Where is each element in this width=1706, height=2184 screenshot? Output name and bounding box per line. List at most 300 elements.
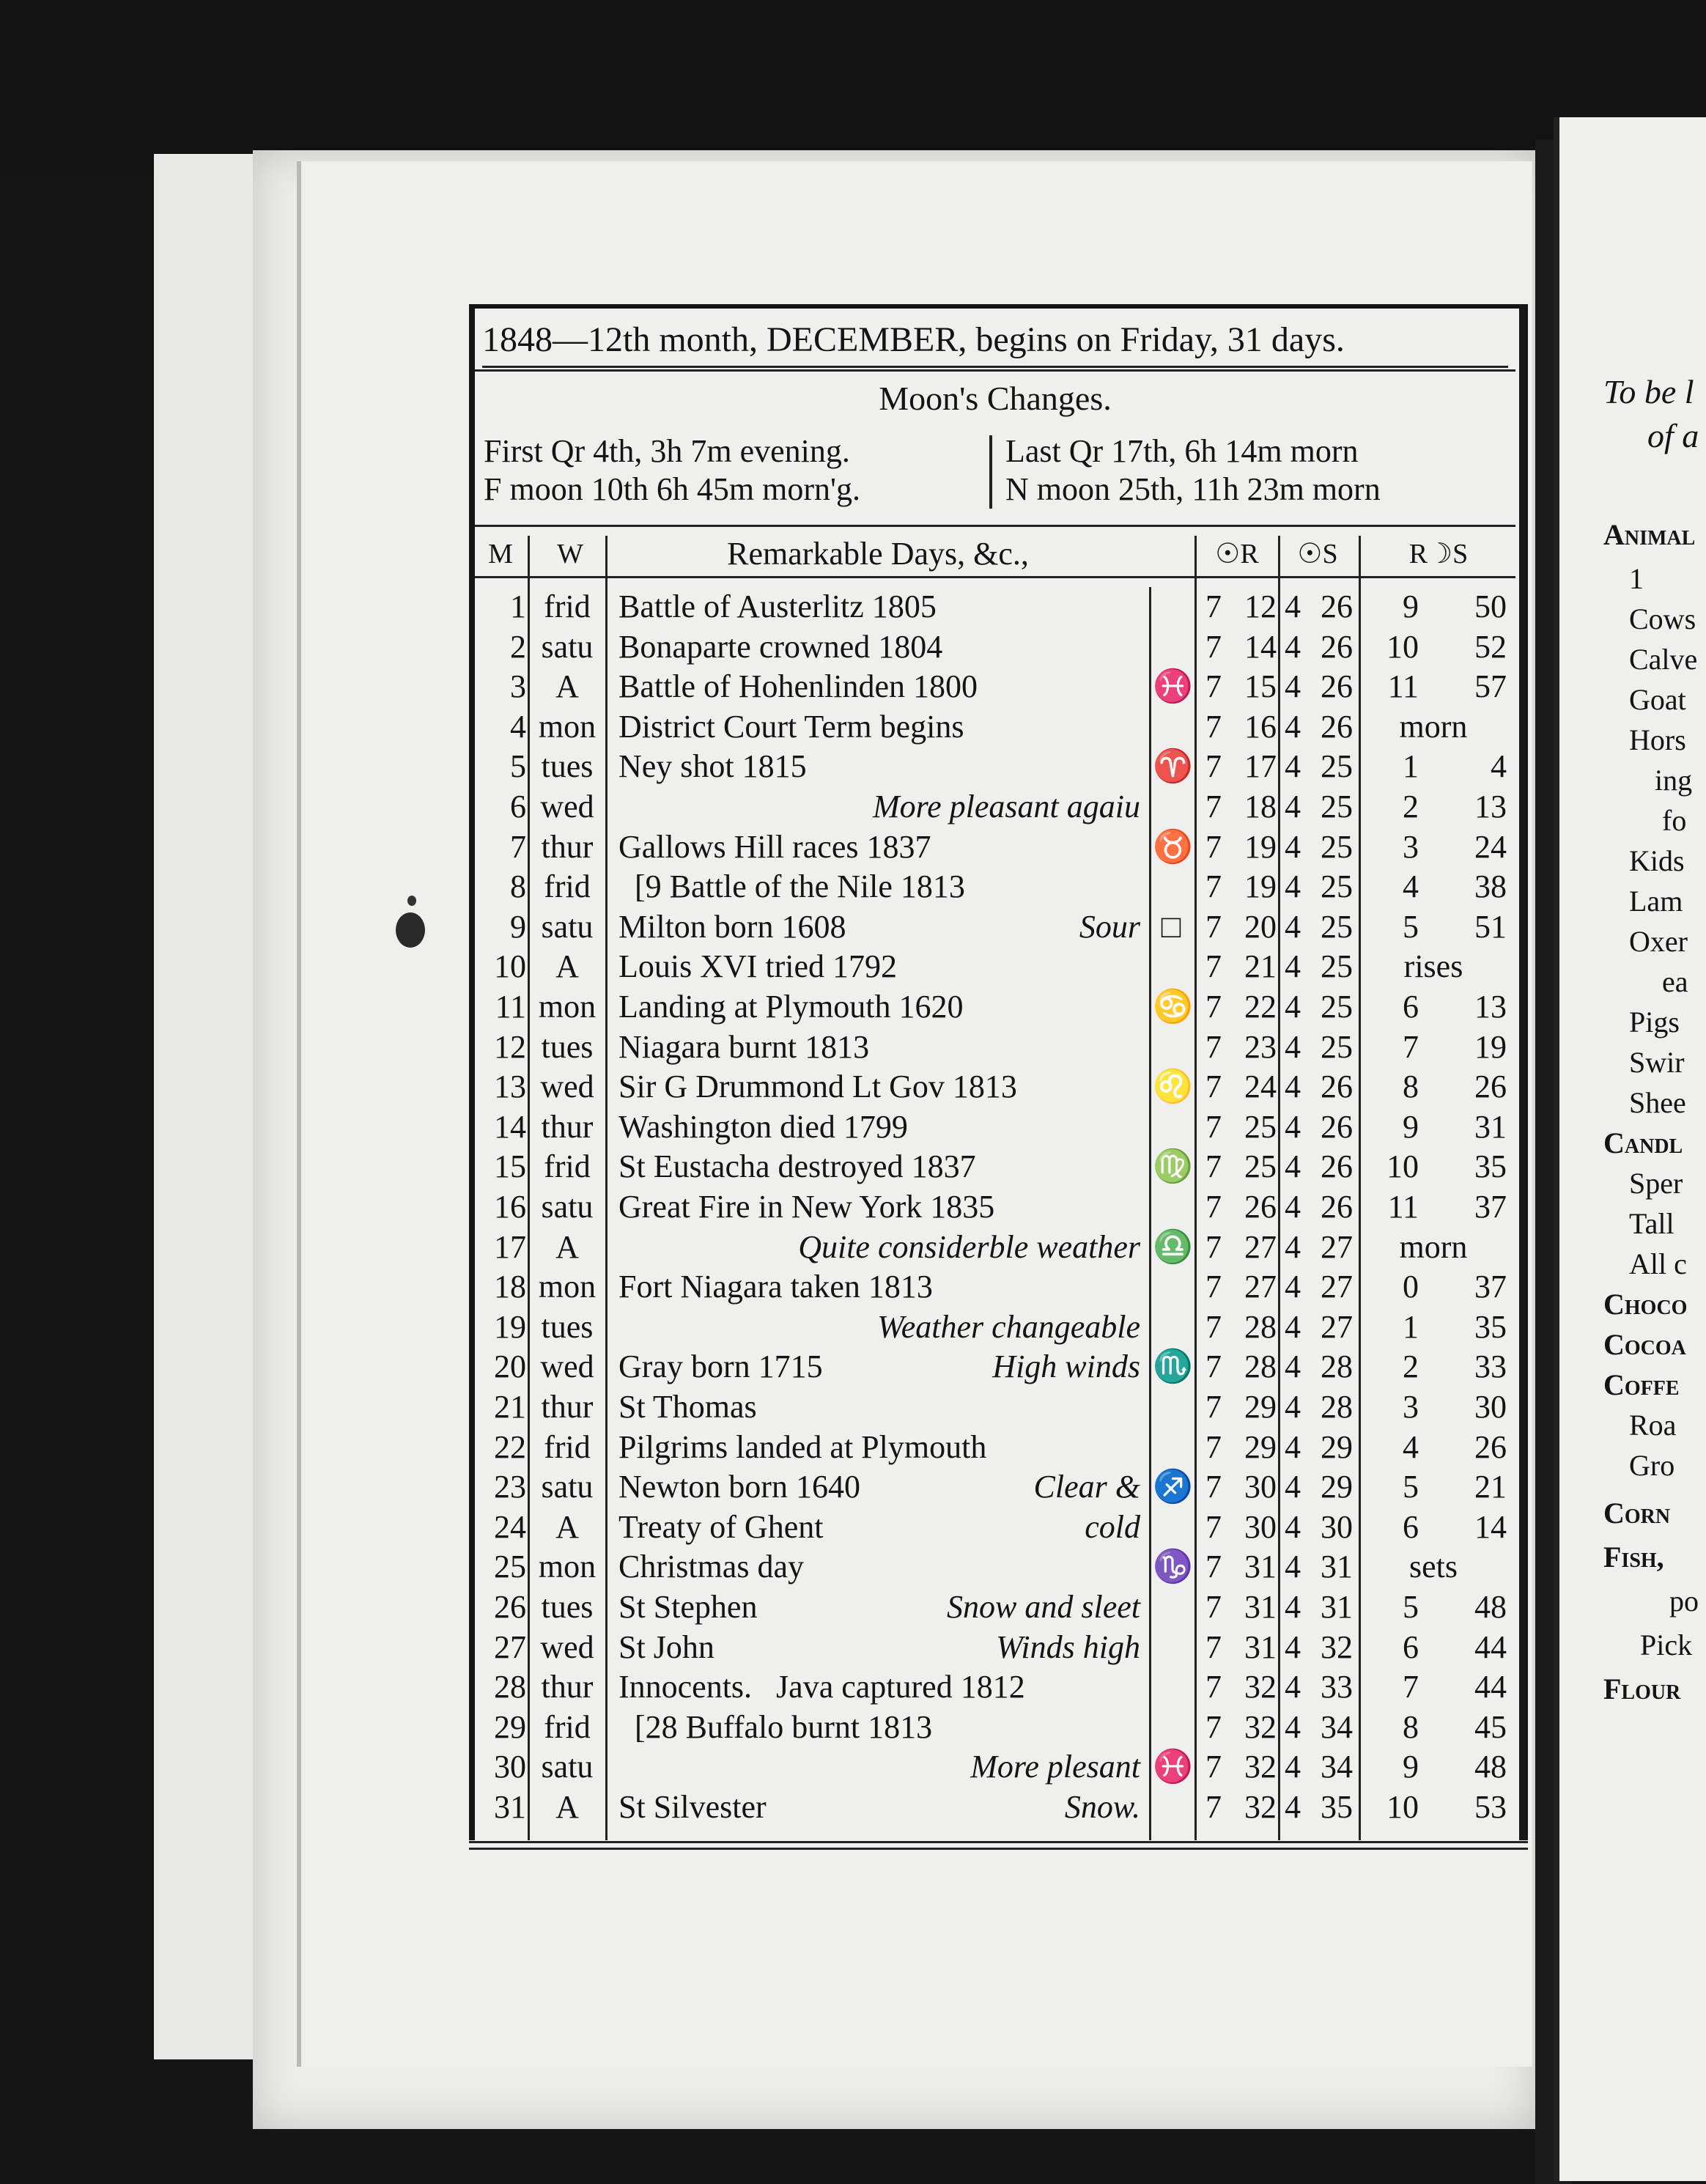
sun-rise-minute: 21 [1244,948,1277,985]
event-text: Bonaparte crowned 1804 [618,628,943,665]
sun-rise-minute: 19 [1244,868,1277,905]
right-page-item: All c [1629,1247,1687,1280]
event-text: Landing at Plymouth 1620 [618,989,964,1025]
table-row [475,827,1515,867]
col-header-sun-sets: ☉S [1297,539,1338,569]
event-text: Washington died 1799 [618,1108,908,1145]
day-of-month: 27 [494,1628,526,1665]
moon-minute: 26 [1474,1069,1507,1105]
event-text: Great Fire in New York 1835 [618,1189,995,1225]
sun-set-minute: 27 [1321,1228,1353,1265]
sun-set-hour: 4 [1285,708,1301,745]
day-of-month: 12 [494,1028,526,1065]
right-page-item: Pigs [1629,1006,1680,1038]
day-of-week: thur [541,1108,594,1145]
sun-set-minute: 28 [1321,1389,1353,1425]
table-row [475,587,1515,627]
sun-rise-hour: 7 [1205,1189,1222,1225]
moon-minute: 37 [1474,1269,1507,1305]
sun-set-hour: 4 [1285,1069,1301,1105]
table-row [475,707,1515,747]
moon-hour: 1 [1403,748,1419,785]
day-of-week: tues [541,748,594,785]
sun-rise-minute: 32 [1244,1708,1277,1745]
sun-rise-hour: 7 [1205,1469,1222,1505]
moon-minute: 33 [1474,1349,1507,1385]
moon-minute: 30 [1474,1389,1507,1425]
moon-hour: 11 [1387,668,1419,705]
moon-minute: 13 [1474,989,1507,1025]
sun-set-hour: 4 [1285,908,1301,945]
new-moon: N moon 25th, 11h 23m morn [1005,471,1381,507]
sun-rise-minute: 29 [1244,1389,1277,1425]
sun-rise-minute: 30 [1244,1469,1277,1505]
event-text: St John [618,1628,714,1665]
sun-rise-hour: 7 [1205,948,1222,985]
day-of-week: wed [540,789,594,824]
day-of-month: 9 [510,908,526,945]
table-row [475,1747,1515,1787]
moon-minute: 13 [1474,789,1507,824]
sun-set-hour: 4 [1285,1028,1301,1065]
sun-set-minute: 26 [1321,1148,1353,1185]
event-text: St Stephen [618,1589,758,1625]
moon-minute: 44 [1474,1669,1507,1705]
col-header-week-day: W [557,539,583,569]
day-of-month: 16 [494,1189,526,1225]
day-of-month: 24 [494,1508,526,1545]
moon-hour: 1 [1403,1308,1419,1345]
sun-rise-hour: 7 [1205,1549,1222,1585]
day-of-week: wed [540,1628,594,1665]
day-of-week: thur [541,1389,594,1425]
day-of-week: A [555,1789,579,1825]
zodiac-sign: ♈ [1153,748,1193,785]
table-row [475,1028,1515,1067]
sun-rise-minute: 22 [1244,989,1277,1025]
right-page-item: Pick [1640,1628,1693,1661]
sun-set-minute: 35 [1321,1789,1353,1825]
sun-set-minute: 26 [1321,1189,1353,1225]
sun-rise-hour: 7 [1205,1228,1222,1265]
sun-rise-hour: 7 [1205,628,1222,665]
table-row [475,1147,1515,1187]
day-of-week: satu [541,1189,594,1225]
right-page-item: Shee [1629,1086,1686,1119]
table-row [475,667,1515,707]
sun-rise-minute: 16 [1244,708,1277,745]
moon-hour: 8 [1403,1069,1419,1105]
sun-set-minute: 26 [1321,628,1353,665]
right-page-item: Roa [1629,1409,1677,1442]
day-of-week: frid [544,1708,591,1745]
event-text: Pilgrims landed at Plymouth [618,1428,987,1465]
table-row [475,1107,1515,1147]
moon-word: morn [1399,708,1468,745]
event-text: St Silvester [618,1789,767,1825]
table-row [475,787,1515,827]
day-of-week: thur [541,1669,594,1705]
right-page-item: ing [1655,764,1693,797]
moon-word: rises [1403,948,1463,985]
moon-minute: 35 [1474,1148,1507,1185]
moon-hour: 9 [1403,589,1419,624]
right-page-item: Calve [1629,643,1698,676]
moon-hour: 3 [1403,828,1419,865]
moon-minute: 44 [1474,1628,1507,1665]
sun-set-minute: 29 [1321,1469,1353,1505]
event-text: Gallows Hill races 1837 [618,828,931,865]
weather-text: More plesant [970,1749,1140,1785]
table-row [475,1187,1515,1227]
sun-set-minute: 26 [1321,1108,1353,1145]
right-page-item: Animal [1603,518,1696,551]
right-page-item: Hors [1629,723,1686,756]
day-of-month: 21 [494,1389,526,1425]
sun-rise-minute: 31 [1244,1549,1277,1585]
event-text: Innocents. Java captured 1812 [618,1669,1025,1705]
sun-set-hour: 4 [1285,589,1301,624]
right-page-item: Oxer [1629,925,1688,958]
right-page [1554,117,1706,2181]
event-text: Niagara burnt 1813 [618,1028,870,1065]
divider [475,369,1515,372]
sun-rise-hour: 7 [1205,1708,1222,1745]
day-of-month: 25 [494,1549,526,1585]
sun-rise-minute: 28 [1244,1349,1277,1385]
sun-rise-minute: 29 [1244,1428,1277,1465]
sun-rise-hour: 7 [1205,1749,1222,1785]
moon-hour: 7 [1403,1669,1419,1705]
day-of-week: satu [541,908,594,945]
zodiac-sign: ♌ [1153,1069,1193,1105]
sun-rise-hour: 7 [1205,868,1222,905]
table-row [475,947,1515,986]
sun-set-hour: 4 [1285,789,1301,824]
page-title: 1848—12th month, DECEMBER, begins on Friday, 31 days. [482,314,1508,368]
day-of-week: mon [538,989,597,1025]
day-of-week: mon [538,1269,597,1305]
table-row [475,1788,1515,1827]
moon-minute: 19 [1474,1028,1507,1065]
sun-set-minute: 26 [1321,1069,1353,1105]
moon-hour: 3 [1403,1389,1419,1425]
moon-divider [989,435,992,509]
sun-set-hour: 4 [1285,868,1301,905]
moon-hour: 11 [1387,1189,1419,1225]
weather-text: Winds high [996,1628,1140,1665]
day-of-month: 19 [494,1308,526,1345]
day-of-month: 20 [494,1349,526,1385]
weather-text: Clear & [1033,1469,1140,1505]
sun-set-minute: 30 [1321,1508,1353,1545]
table-row [475,1508,1515,1547]
table-row [475,1387,1515,1427]
day-of-week: tues [541,1028,594,1065]
sun-rise-hour: 7 [1205,1508,1222,1545]
day-of-week: wed [540,1069,594,1105]
moon-hour: 5 [1403,1589,1419,1625]
sun-set-hour: 4 [1285,1789,1301,1825]
day-of-week: satu [541,1749,594,1785]
moon-hour: 4 [1403,1428,1419,1465]
weather-text: Sour [1079,908,1140,945]
sun-rise-hour: 7 [1205,589,1222,624]
event-text: Sir G Drummond Lt Gov 1813 [618,1069,1017,1105]
moon-hour: 7 [1403,1028,1419,1065]
moon-hour: 5 [1403,908,1419,945]
day-of-month: 7 [510,828,526,865]
sun-rise-hour: 7 [1205,1269,1222,1305]
sun-set-minute: 31 [1321,1589,1353,1625]
day-of-week: wed [540,1349,594,1385]
zodiac-sign: ♋ [1153,989,1193,1025]
event-text: Milton born 1608 [618,908,846,945]
moon-minute: 26 [1474,1428,1507,1465]
day-of-week: tues [541,1589,594,1625]
right-page-heading: To be l [1603,373,1694,410]
sun-set-minute: 27 [1321,1269,1353,1305]
sun-rise-minute: 26 [1244,1189,1277,1225]
sun-set-minute: 34 [1321,1749,1353,1785]
sun-set-hour: 4 [1285,989,1301,1025]
sun-rise-minute: 24 [1244,1069,1277,1105]
sun-rise-minute: 19 [1244,828,1277,865]
day-of-month: 17 [494,1228,526,1265]
day-of-week: A [555,948,579,985]
right-page-item: ea [1662,965,1688,998]
day-of-week: thur [541,828,594,865]
moon-hour: 10 [1386,628,1419,665]
sun-set-hour: 4 [1285,1669,1301,1705]
ink-blot [407,896,416,906]
event-text: Treaty of Ghent [618,1508,824,1545]
right-page-item: po [1669,1584,1699,1617]
moon-hour: 6 [1403,989,1419,1025]
last-quarter: Last Qr 17th, 6h 14m morn [1005,433,1359,469]
right-page-item: Cows [1629,602,1696,635]
zodiac-sign: ♎ [1153,1228,1193,1265]
day-of-month: 2 [510,628,526,665]
right-page-item: Swir [1629,1046,1685,1079]
sun-rise-minute: 27 [1244,1228,1277,1265]
sun-rise-hour: 7 [1205,789,1222,824]
sun-set-hour: 4 [1285,668,1301,705]
day-of-week: mon [538,1549,597,1585]
event-text: [28 Buffalo burnt 1813 [618,1708,933,1745]
right-page-heading: of a [1647,417,1699,454]
sun-set-hour: 4 [1285,1308,1301,1345]
sun-set-hour: 4 [1285,1589,1301,1625]
day-of-month: 28 [494,1669,526,1705]
event-text: Fort Niagara taken 1813 [618,1269,933,1305]
col-header-events: Remarkable Days, &c., [727,536,1029,572]
sun-set-hour: 4 [1285,948,1301,985]
moon-minute: 14 [1474,1508,1507,1545]
sun-set-minute: 33 [1321,1669,1353,1705]
right-page-item: Fish, [1603,1541,1664,1574]
sun-set-hour: 4 [1285,1269,1301,1305]
moon-hour: 4 [1403,868,1419,905]
day-of-month: 1 [510,589,526,624]
sun-rise-minute: 32 [1244,1669,1277,1705]
day-of-month: 4 [510,708,526,745]
sun-rise-hour: 7 [1205,708,1222,745]
day-of-week: A [555,1228,579,1265]
right-page-item: Gro [1629,1449,1675,1482]
ink-blot [396,912,425,948]
moon-minute: 57 [1474,668,1507,705]
day-of-month: 14 [494,1108,526,1145]
day-of-week: frid [544,868,591,905]
sun-rise-minute: 32 [1244,1789,1277,1825]
sun-rise-hour: 7 [1205,1789,1222,1825]
weather-text: Snow and sleet [947,1589,1140,1625]
right-page-item: Choco [1603,1288,1688,1321]
day-of-month: 10 [494,948,526,985]
day-of-month: 30 [494,1749,526,1785]
table-row [475,1587,1515,1627]
weather-text: cold [1085,1508,1140,1545]
moon-minute: 31 [1474,1108,1507,1145]
zodiac-sign: ♐ [1153,1469,1193,1505]
table-row [475,907,1515,947]
sun-rise-hour: 7 [1205,1308,1222,1345]
event-text: Ney shot 1815 [618,748,807,785]
moon-minute: 51 [1474,908,1507,945]
sun-rise-hour: 7 [1205,1428,1222,1465]
sun-rise-hour: 7 [1205,1069,1222,1105]
sun-set-minute: 32 [1321,1628,1353,1665]
sun-set-minute: 25 [1321,868,1353,905]
day-of-week: A [555,1508,579,1545]
table-bottom-rule [469,1841,1528,1850]
right-page-item: Goat [1629,683,1686,716]
full-moon: F moon 10th 6h 45m morn'g. [484,471,860,507]
sun-rise-minute: 30 [1244,1508,1277,1545]
sun-rise-hour: 7 [1205,989,1222,1025]
moon-hour: 6 [1403,1628,1419,1665]
col-header-month-day: M [488,539,513,569]
sun-rise-minute: 12 [1244,589,1277,624]
moon-minute: 37 [1474,1189,1507,1225]
zodiac-sign: ♓ [1153,668,1193,705]
weather-text: High winds [992,1349,1140,1385]
event-text: [9 Battle of the Nile 1813 [618,868,965,905]
moon-minute: 48 [1474,1749,1507,1785]
table-row [475,1667,1515,1707]
sun-rise-minute: 20 [1244,908,1277,945]
sun-set-hour: 4 [1285,1389,1301,1425]
sun-set-minute: 25 [1321,828,1353,865]
sun-rise-hour: 7 [1205,1349,1222,1385]
sun-set-hour: 4 [1285,828,1301,865]
right-page-item: fo [1662,804,1687,837]
table-row [475,1307,1515,1347]
sun-set-hour: 4 [1285,1508,1301,1545]
table-row [475,627,1515,667]
moon-changes-heading: Moon's Changes. [879,380,1112,417]
day-of-month: 18 [494,1269,526,1305]
day-of-month: 11 [495,989,526,1025]
right-page-item: Kids [1629,844,1685,877]
sun-set-minute: 25 [1321,748,1353,785]
table-row [475,1467,1515,1507]
moon-hour: 0 [1403,1269,1419,1305]
sun-rise-hour: 7 [1205,1108,1222,1145]
right-page-item: Sper [1629,1167,1683,1200]
moon-changes [484,429,1510,510]
event-text: St Eustacha destroyed 1837 [618,1148,976,1185]
sun-rise-hour: 7 [1205,748,1222,785]
day-of-month: 31 [494,1789,526,1825]
event-text: Christmas day [618,1549,804,1585]
day-of-month: 15 [494,1148,526,1185]
sun-set-hour: 4 [1285,1708,1301,1745]
day-of-week: frid [544,1148,591,1185]
sun-set-minute: 26 [1321,589,1353,624]
sun-set-hour: 4 [1285,1469,1301,1505]
day-of-month: 8 [510,868,526,905]
right-page-item: Corn [1603,1497,1671,1530]
zodiac-sign: ♑ [1153,1549,1193,1585]
table-row [475,1267,1515,1307]
sun-rise-minute: 28 [1244,1308,1277,1345]
sun-set-minute: 25 [1321,1028,1353,1065]
right-page-item: Cocoa [1603,1328,1686,1361]
sun-rise-minute: 25 [1244,1148,1277,1185]
sun-set-minute: 29 [1321,1428,1353,1465]
sun-rise-minute: 27 [1244,1269,1277,1305]
event-text: Gray born 1715 [618,1349,823,1385]
moon-hour: 10 [1386,1789,1419,1825]
sun-set-hour: 4 [1285,1228,1301,1265]
weather-text: Quite considerble weather [798,1228,1140,1265]
table-row [475,1067,1515,1107]
right-page-item: Flour [1603,1672,1681,1705]
table-row [475,867,1515,907]
col-header-moon: R☽S [1408,539,1469,569]
day-of-month: 26 [494,1589,526,1625]
table-row [475,747,1515,786]
zodiac-sign: ♍ [1153,1148,1193,1185]
day-of-month: 5 [510,748,526,785]
sun-set-hour: 4 [1285,748,1301,785]
sun-rise-minute: 32 [1244,1749,1277,1785]
event-text: Louis XVI tried 1792 [618,948,898,985]
day-of-month: 3 [510,668,526,705]
day-of-week: A [555,668,579,705]
day-of-month: 6 [510,789,526,824]
right-page-item: Tall [1629,1207,1674,1240]
moon-minute: 45 [1474,1708,1507,1745]
event-text: Battle of Hohenlinden 1800 [618,668,978,705]
day-of-month: 13 [494,1069,526,1105]
moon-minute: 50 [1474,589,1507,624]
sun-rise-hour: 7 [1205,828,1222,865]
zodiac-sign: □ [1161,908,1181,945]
moon-hour: 2 [1403,1349,1419,1385]
moon-hour: 5 [1403,1469,1419,1505]
day-of-week: satu [541,1469,594,1505]
sun-rise-hour: 7 [1205,1389,1222,1425]
right-page-item: Candl [1603,1126,1683,1159]
sun-rise-hour: 7 [1205,908,1222,945]
moon-minute: 48 [1474,1589,1507,1625]
moon-hour: 8 [1403,1708,1419,1745]
weather-text: Weather changeable [877,1308,1140,1345]
sun-set-hour: 4 [1285,1749,1301,1785]
